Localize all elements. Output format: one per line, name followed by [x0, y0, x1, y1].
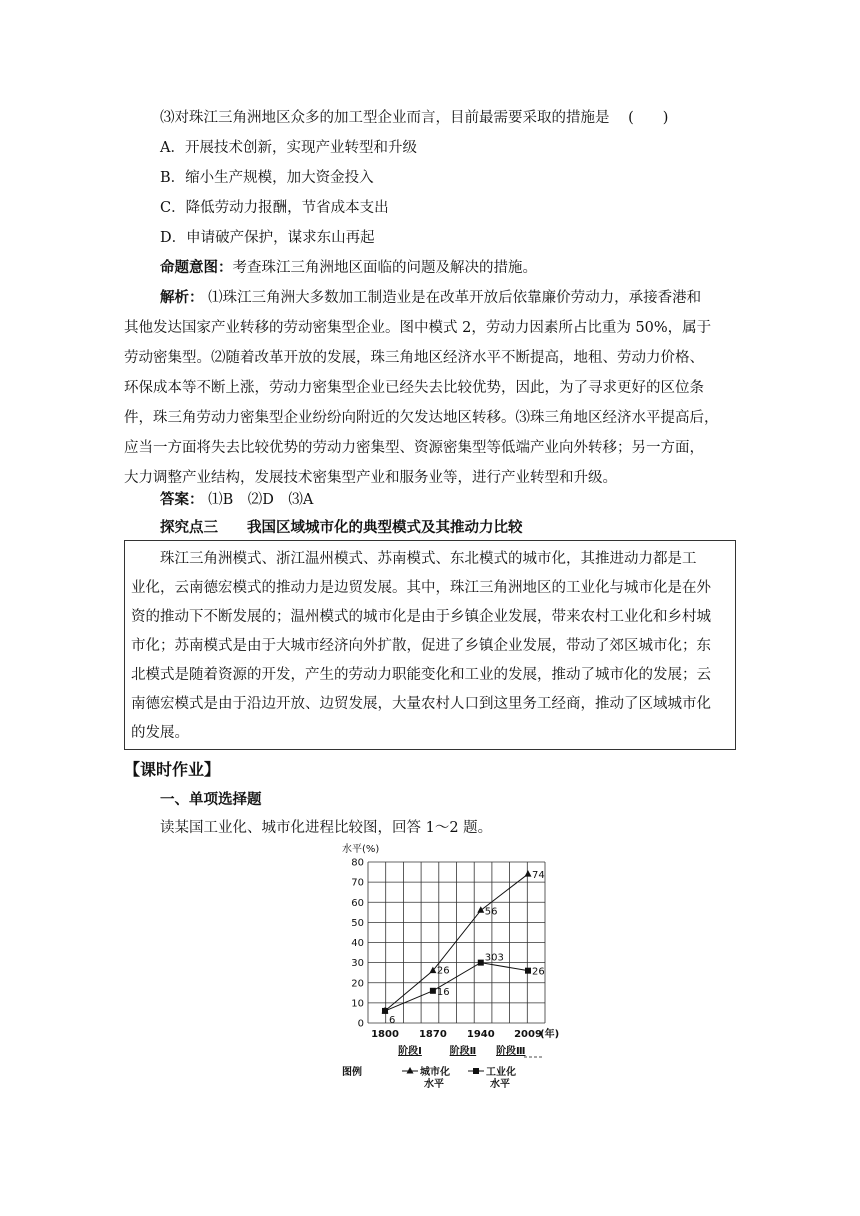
y-tick-label: 40 [351, 938, 364, 949]
analysis-line-5: 件，珠三角劳动力密集型企业纷纷向附近的欠发达地区转移。⑶珠三角地区经济水平提高后， [124, 410, 719, 426]
legend-label: 城市化 [420, 1067, 450, 1078]
x-tick-label: 1870 [418, 1029, 447, 1040]
box-line: 北模式是随着资源的开发，产生的劳动力职能变化和工业的发展，推动了城市化的发展；云 [131, 667, 711, 683]
stage-label: 阶段Ⅲ [496, 1046, 526, 1057]
y-tick-label: 50 [351, 917, 364, 929]
analysis-text: ⑴珠江三角洲大多数加工制造业是在改革开放后依靠廉价劳动力，承接香港和 [208, 290, 702, 306]
x-tick-label: 2009 [514, 1029, 542, 1040]
stage-label: 阶段Ⅰ [398, 1046, 422, 1057]
data-label: 26 [532, 966, 545, 978]
intent-label: 命题意图： [160, 259, 233, 276]
x-tick-label: 1940 [466, 1029, 495, 1040]
analysis-line-2: 其他发达国家产业转移的劳动密集型企业。图中模式 2，劳动力因素所占比重为 50%，属于 [124, 320, 712, 336]
analysis-line-6: 应当一方面将失去比较优势的劳动力密集型、资源密集型等低端产业向外转移；另一方面， [124, 440, 704, 456]
y-axis-label: 水平(%) [342, 844, 380, 855]
data-label: 6 [389, 1014, 396, 1026]
square-marker [382, 1008, 388, 1014]
answer-bracket: ( ) [628, 110, 669, 126]
data-label: 303 [484, 952, 504, 964]
data-label: 16 [436, 986, 450, 998]
legend-title: 图例 [342, 1067, 362, 1078]
legend-label: 水平 [424, 1079, 444, 1090]
legend-square-marker [473, 1068, 479, 1074]
y-tick-label: 80 [351, 857, 364, 869]
y-tick-label: 0 [357, 1018, 364, 1030]
x-axis-label: (年) [540, 1029, 560, 1040]
analysis-line-3: 劳动密集型。⑵随着改革开放的发展，珠三角地区经济水平不断提高，地租、劳动力价格、 [124, 350, 704, 366]
legend-label: 工业化 [486, 1067, 516, 1078]
option-b: B．缩小生产规模，加大资金投入 [160, 170, 374, 186]
y-tick-label: 10 [351, 998, 364, 1010]
chart-grid [368, 862, 545, 1023]
section-title: 探究点三 我国区域城市化的典型模式及其推动力比较 [160, 519, 523, 536]
data-label: 56 [484, 906, 498, 918]
y-tick-label: 30 [351, 958, 364, 970]
option-a: A．开展技术创新，实现产业转型和升级 [160, 140, 417, 156]
box-line: 市化；苏南模式是由于大城市经济向外扩散，促进了乡镇企业发展，带动了郊区城市化；东 [131, 638, 711, 654]
summary-box [124, 540, 736, 750]
legend-label: 水平 [490, 1079, 510, 1090]
box-line: 珠江三角洲模式、浙江温州模式、苏南模式、东北模式的城市化，其推进动力都是工 [131, 551, 697, 567]
chart-legend [342, 1065, 516, 1090]
box-line: 南德宏模式是由于沿边开放、边贸发展，大量农村人口到这里务工经商，推动了区域城市化 [131, 696, 711, 712]
y-tick-label: 60 [351, 897, 364, 909]
homework-intro: 读某国工业化、城市化进程比较图，回答 1～2 题。 [160, 820, 493, 836]
box-line: 业化，云南德宏模式的推动力是边贸发展。其中，珠江三角洲地区的工业化与城市化是在外 [131, 580, 711, 596]
analysis-line-1 [160, 288, 701, 308]
analysis-label: 解析： [160, 289, 204, 306]
y-tick-label: 20 [351, 978, 364, 990]
answer-label: 答案： [160, 491, 204, 508]
intent-line [160, 258, 537, 278]
question-stem [160, 108, 668, 128]
x-tick-label: 1800 [371, 1029, 399, 1040]
box-line: 的发展。 [131, 725, 189, 741]
triangle-marker [525, 870, 532, 877]
square-marker [478, 960, 484, 966]
stage-label: 阶段Ⅱ [449, 1046, 477, 1057]
answer-text: ⑴B ⑵D ⑶A [208, 492, 314, 508]
analysis-line-4: 环保成本等不断上涨，劳动力密集型企业已经失去比较优势，因此，为了寻求更好的区位条 [124, 380, 704, 396]
square-marker [430, 988, 436, 994]
intent-text: 考查珠江三角洲地区面临的问题及解决的措施。 [232, 260, 537, 276]
homework-title: 【课时作业】 [124, 760, 221, 779]
y-tick-label: 70 [351, 877, 364, 889]
analysis-line-7: 大力调整产业结构，发展技术密集型产业和服务业等，进行产业转型和升级。 [124, 470, 617, 486]
triangle-marker [477, 906, 484, 913]
legend-triangle-marker [407, 1067, 414, 1074]
option-c: C．降低劳动力报酬，节省成本支出 [160, 200, 389, 216]
question-stem-text: ⑶对珠江三角洲地区众多的加工型企业而言，目前最需要采取的措施是 [160, 110, 610, 126]
homework-subtitle: 一、单项选择题 [160, 792, 262, 808]
box-line: 资的推动下不断发展的；温州模式的城市化是由于乡镇企业发展，带来农村工业化和乡村城 [131, 609, 711, 625]
urbanization-industrialization-chart [340, 840, 560, 1095]
answer-line [160, 490, 313, 510]
data-label: 74 [532, 870, 545, 882]
option-d: D．申请破产保护，谋求东山再起 [160, 230, 375, 246]
square-marker [525, 968, 531, 974]
data-label: 26 [436, 965, 450, 977]
